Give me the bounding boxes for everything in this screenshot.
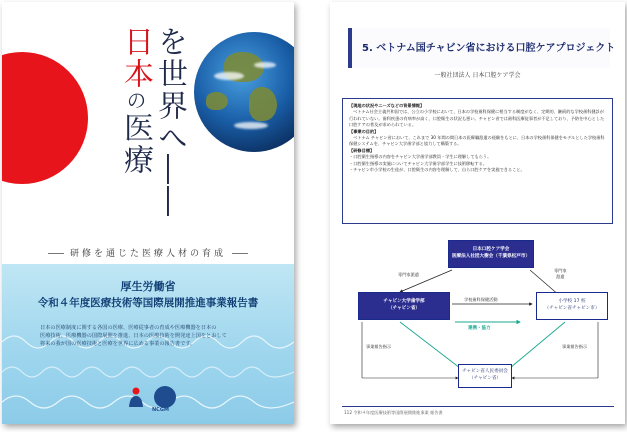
goal-item: ・チャビン市小学校の生徒が、口腔衛生の内容を理解して、自ら口腔ケアを実施できること。 bbox=[349, 167, 525, 173]
cover-blurb bbox=[40, 324, 260, 348]
ministry-name: 厚生労働省 bbox=[120, 280, 176, 293]
label-report-left: 事業報告指示 bbox=[366, 344, 392, 349]
box-line: （チャビン省） bbox=[387, 305, 421, 311]
footer-divider bbox=[342, 406, 614, 407]
report-page bbox=[330, 2, 625, 424]
blurb-line: 将来の我が国の医療技術と医療を世界に広める事業の報告書です。 bbox=[40, 341, 196, 347]
label-cooperation: 連携・協力 bbox=[468, 326, 491, 331]
textbox-heading: 【研修目標】 bbox=[349, 147, 375, 153]
blurb-line: 医療技術、医療機器の国際展開を推進、日本の医療技術を開発途上国をとおして bbox=[40, 333, 227, 339]
box-line: チャビン省人民委員会 bbox=[462, 369, 508, 374]
title-particle: の bbox=[123, 90, 147, 112]
label-line: 派遣 bbox=[556, 273, 565, 279]
wave-pattern-2 bbox=[2, 360, 294, 384]
report-cover bbox=[2, 2, 294, 424]
label-expert-dispatch-right bbox=[554, 268, 567, 279]
textbox-paragraph: ベトナム社会主義共和国では、公立の小学校において、日本の学校歯科保健に相当する制度がなく、定期的、継続的な学校歯科健診が行われていない。歯科疾患の有病率が高く、口腔衛生の状況も悪い。チャビン省では歯科医療従事者が不足しており、予防を中心とした口腔ケアの普及が求められている。 bbox=[349, 109, 605, 128]
textbox-heading: 【現地の状況やニーズなどの背景情報】 bbox=[349, 103, 425, 108]
project-structure-diagram bbox=[340, 232, 618, 402]
title-japan: 日本 bbox=[118, 26, 153, 90]
title-medical: 医療 bbox=[118, 112, 153, 176]
box-line: 小学校 17 校 bbox=[558, 299, 586, 304]
section-header bbox=[348, 28, 616, 68]
box-line: （チャビン省） bbox=[468, 375, 502, 381]
label-expert-dispatch-left: 専門家派遣 bbox=[398, 272, 419, 277]
background-textbox bbox=[342, 98, 613, 224]
textbox-heading: 【事業の目的】 bbox=[349, 128, 379, 134]
cover-subtitle bbox=[2, 246, 294, 259]
elementary-schools-box bbox=[536, 292, 608, 320]
box-line: チャビン大学歯学部 bbox=[383, 299, 425, 304]
peoples-committee-box bbox=[458, 364, 512, 388]
goal-item: ・口腔衛生指導の実施についてチャビン大学歯学部学生に技術移転する。 bbox=[349, 160, 487, 166]
ministry-logo-icon bbox=[126, 386, 146, 408]
report-title: 令和４年度医療技術等国際展開推進事業報告書 bbox=[37, 297, 259, 309]
ncgm-logo-label: NCGM bbox=[152, 407, 169, 413]
section-title: 5. ベトナム国チャビン省における口腔ケアプロジェクト bbox=[362, 43, 616, 54]
earth-globe-graphic bbox=[194, 32, 294, 152]
organization-name: 一般社団法人 日本口腔ケア学会 bbox=[434, 72, 521, 79]
textbox-paragraph: ベトナム チャビン省において、これまで 30 年間の間日本の医療職派遣の経験をもとに、日本の学校歯科保健をモデルとした学校歯科保健システムを、チャビン大学歯学部と協力して構築する。 bbox=[349, 135, 605, 147]
logos bbox=[126, 386, 186, 414]
japan-oral-care-society-box bbox=[448, 240, 534, 268]
blurb-line: 日本の医療制度に関する各国の医療、医療従事者の育成や医療機器を日本の bbox=[40, 325, 217, 331]
box-line: 医療法人社団大樹会（千葉県松戸市） bbox=[451, 253, 531, 259]
box-line: 日本口腔ケア学会 bbox=[472, 247, 510, 252]
cover-subtitle-text: 研修を通じた医療人材の育成 bbox=[69, 249, 226, 259]
tra-vinh-university-box bbox=[358, 292, 450, 320]
page-footer: 112 令和４年度医療技術等国際展開推進事業 報告書 bbox=[344, 410, 443, 415]
goal-item: ・口腔衛生指導の内容をチャビン大学歯学部教員・学生に理解してもらう。 bbox=[349, 154, 492, 160]
label-line: 専門家 bbox=[554, 268, 567, 273]
label-school-dental-activity: 学校歯科保健活動 bbox=[464, 297, 498, 302]
label-report-right: 事業報告指示 bbox=[562, 344, 588, 349]
cover-title-line-1 bbox=[118, 26, 152, 176]
ncgm-logo-icon bbox=[154, 386, 176, 408]
rising-sun-graphic bbox=[2, 52, 88, 184]
cover-title-line-2: を世界へ―― bbox=[152, 26, 187, 218]
box-line: （チャビン省チャビン市） bbox=[544, 305, 600, 311]
